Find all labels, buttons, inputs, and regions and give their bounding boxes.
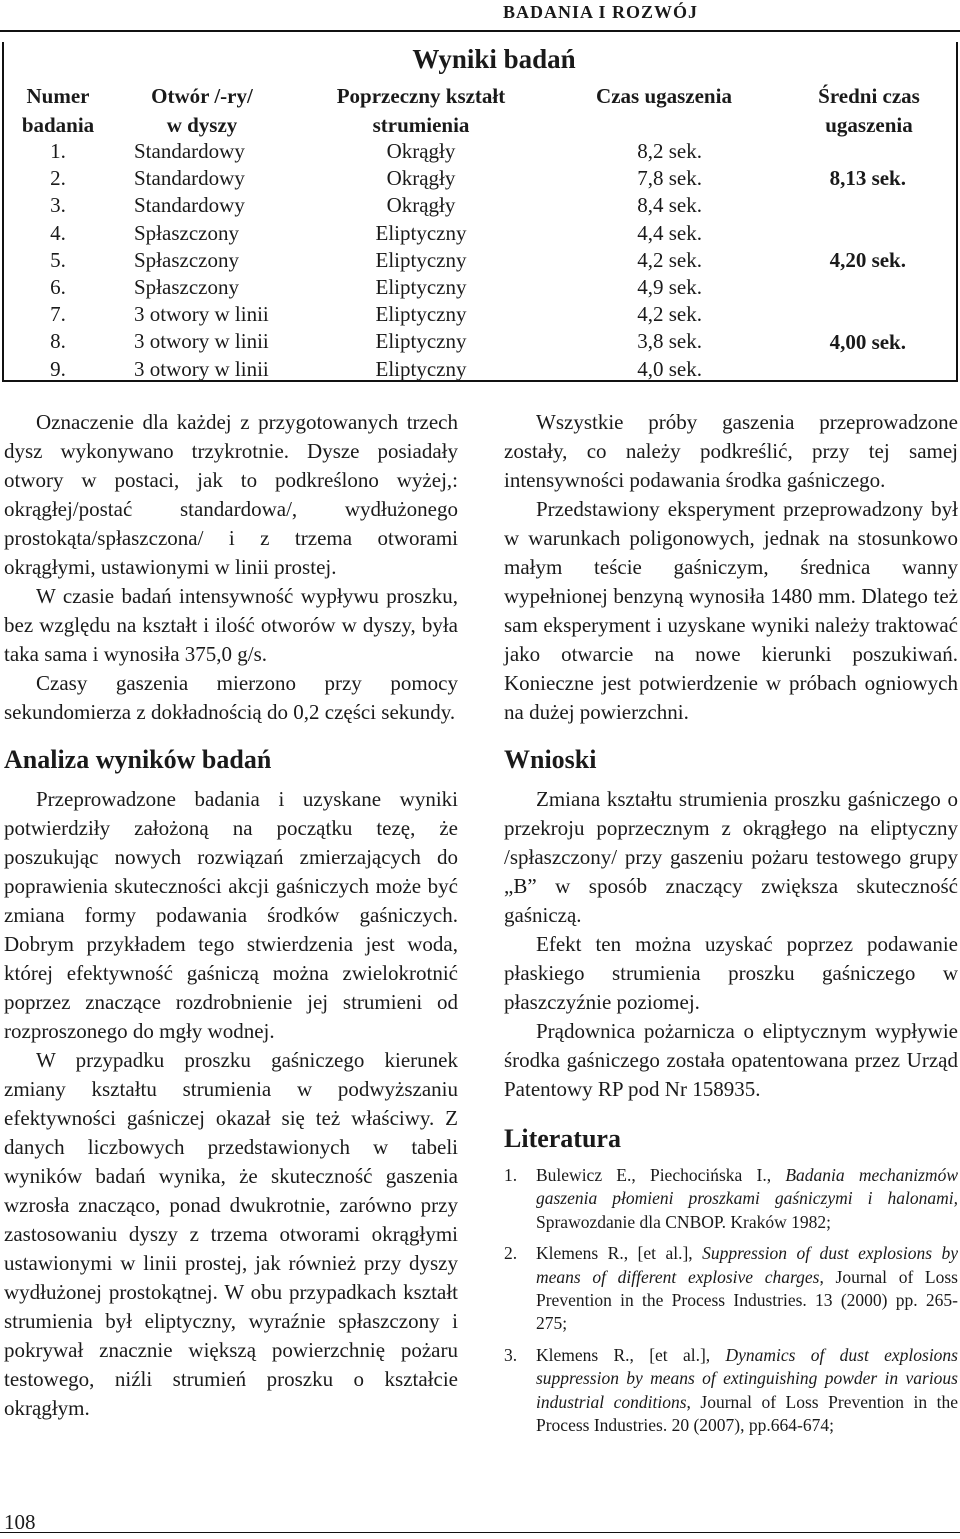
paragraph: W przypadku proszku gaśniczego kierunek zmiany kształtu strumienia w podwyższaniu efektywności gaśniczej okazał się też właściwy. Z danych liczbowych przedstawionych w tabeli wyników badań wynika, że skuteczność gaszenia wzrosła znacząco, ponad dwukrotnie, zarówno przy zastosowaniu dyszy z trzema otworami okrągłymi ustawionymi w linii prostej, jak również przy dyszy wydłużonej prostokątnej. W obu przypadkach kształt strumienia był eliptyczny, wyraźnie spłaszczony i pokrywał znacznie większą powierzchnię pożaru testowego, niźli strumień proszku o kształcie okrągłym. [4,1048,458,1420]
reference-list [504,1164,958,1437]
table-row: 3. Standardowy Okrągły 8,4 sek. [50,193,702,218]
conclusions-heading: Wnioski [504,745,597,774]
reference-item: 1. Bulewicz E., Piechocińska I., Badania mechanizmów gaszenia płomieni proszkami gaśniczymi i halonami, Sprawozdanie dla CNBOP. Kraków 1982; [504,1165,958,1232]
paragraph: Oznaczenie dla każdej z przygotowanych trzech dysz wykonywano trzykrotnie. Dysze posiadały otwory w postaci, jak to podkreślono wyżej,: okrągłej/postać standardowa/, wydłużonego prostokąta/spłaszczona/ i z trzema otworami okrągłymi, ustawionymi w linii prostej. [4,410,458,579]
table-row: 8. 3 otwory w linii Eliptyczny 3,8 sek. [50,329,702,354]
paragraph: Efekt ten można uzyskać poprzez podawanie płaskiego strumienia proszku gaśniczego w płaszczyźnie poziomej. [504,932,958,1014]
paragraph: Przeprowadzone badania i uzyskane wyniki potwierdziły założoną na początku tezę, że poszukując nowych rozwiązań zmierzających do poprawienia skuteczności akcji gaśniczych może być zmiana formy podawania środków gaśniczych. Dobrym przykładem tego stwierdzenia jest woda, której efektywność gaśniczą można zwielokrotnić poprzez znaczące rozdrobnienie jej strumieni od rozproszonego do mgły wodnej. [4,787,458,1043]
paragraph: Przedstawiony eksperyment przeprowadzony był w warunkach poligonowych, jednak na stosunkowo małym teście gaśniczym, średnica wanny wypełnionej benzyną wynosiła 1480 mm. Dlatego też sam eksperyment i uzyskane wyniki należy traktować jako otwarcie na nowe kierunki poszukiwań. Konieczne jest potwierdzenie w próbach ogniowych na dużej powierzchni. [504,497,958,724]
left-column [4,408,458,1423]
average-time-flattened: 4,20 sek. [829,248,906,272]
reference-item: 2. Klemens R., [et al.], Suppression of dust explosions by means of different explosive charges, Journal of Loss Prevention in the Process Industries. 13 (2000) pp. 265- 275; [504,1243,959,1334]
paragraph: Wszystkie próby gaszenia przeprowadzone zostały, co należy podkreślić, przy tej samej intensywności podawania środka gaśniczego. [504,410,958,492]
results-table [2,42,958,382]
table-row: 1. Standardowy Okrągły 8,2 sek. [50,139,702,163]
running-header [0,0,960,32]
header-sredni: Średni czas ugaszenia [818,84,920,137]
paragraph: Prądownica pożarnicza o eliptycznym wypływie środka gaśniczego została opatentowana przez Urząd Patentowy RP pod Nr 158935. [504,1019,958,1101]
table-row: 2. Standardowy Okrągły 7,8 sek. [50,166,702,191]
table-row: 7. 3 otwory w linii Eliptyczny 4,2 sek. [50,302,702,327]
reference-item: 3. Klemens R., [et al.], Dynamics of dust explosions suppression by means of extinguishing powder in various industrial conditions, Journal of Loss Prevention in the Process Industries. 20 (2007), pp.664-674; [504,1344,959,1436]
paragraph: Zmiana kształtu strumienia proszku gaśniczego o przekroju poprzecznym z okrągłego na eliptyczny /spłaszczony/ przy gaszeniu pożaru testowego grupy „B” w sposób znaczący zwiększa skuteczność gaśniczą. [504,787,958,927]
header-otwor: Otwór /-ry/ w dyszy [151,84,253,137]
page-number: 108 [4,1510,36,1534]
literature-heading: Literatura [504,1124,621,1153]
table-title: Wyniki badań [412,44,576,74]
average-time-standard: 8,13 sek. [829,166,906,190]
table-row: 6. Spłaszczony Eliptyczny 4,9 sek. [50,275,702,299]
section-title: BADANIA I ROZWÓJ [502,2,698,22]
right-column [504,408,958,1445]
header-czas: Czas ugaszenia [596,84,732,108]
paragraph: Czasy gaszenia mierzono przy pomocy sekundomierza z dokładnością do 0,2 części sekundy. [4,671,458,724]
paragraph: W czasie badań intensywność wypływu proszku, bez względu na kształt i ilość otworów w dyszy, była taka sama i wynosiła 375,0 g/s. [4,584,458,666]
table-row: 9. 3 otwory w linii Eliptyczny 4,0 sek. [50,356,702,381]
table-row: 4. Spłaszczony Eliptyczny 4,4 sek. [50,220,702,245]
header-num: Numer badania [21,84,95,137]
header-ksztalt: Poprzeczny kształt strumienia [336,84,506,137]
analysis-heading: Analiza wyników badań [4,745,272,774]
average-time-three-holes: 4,00 sek. [829,330,906,354]
table-row: 5. Spłaszczony Eliptyczny 4,2 sek. [50,247,702,272]
bottom-rule [0,1532,960,1533]
